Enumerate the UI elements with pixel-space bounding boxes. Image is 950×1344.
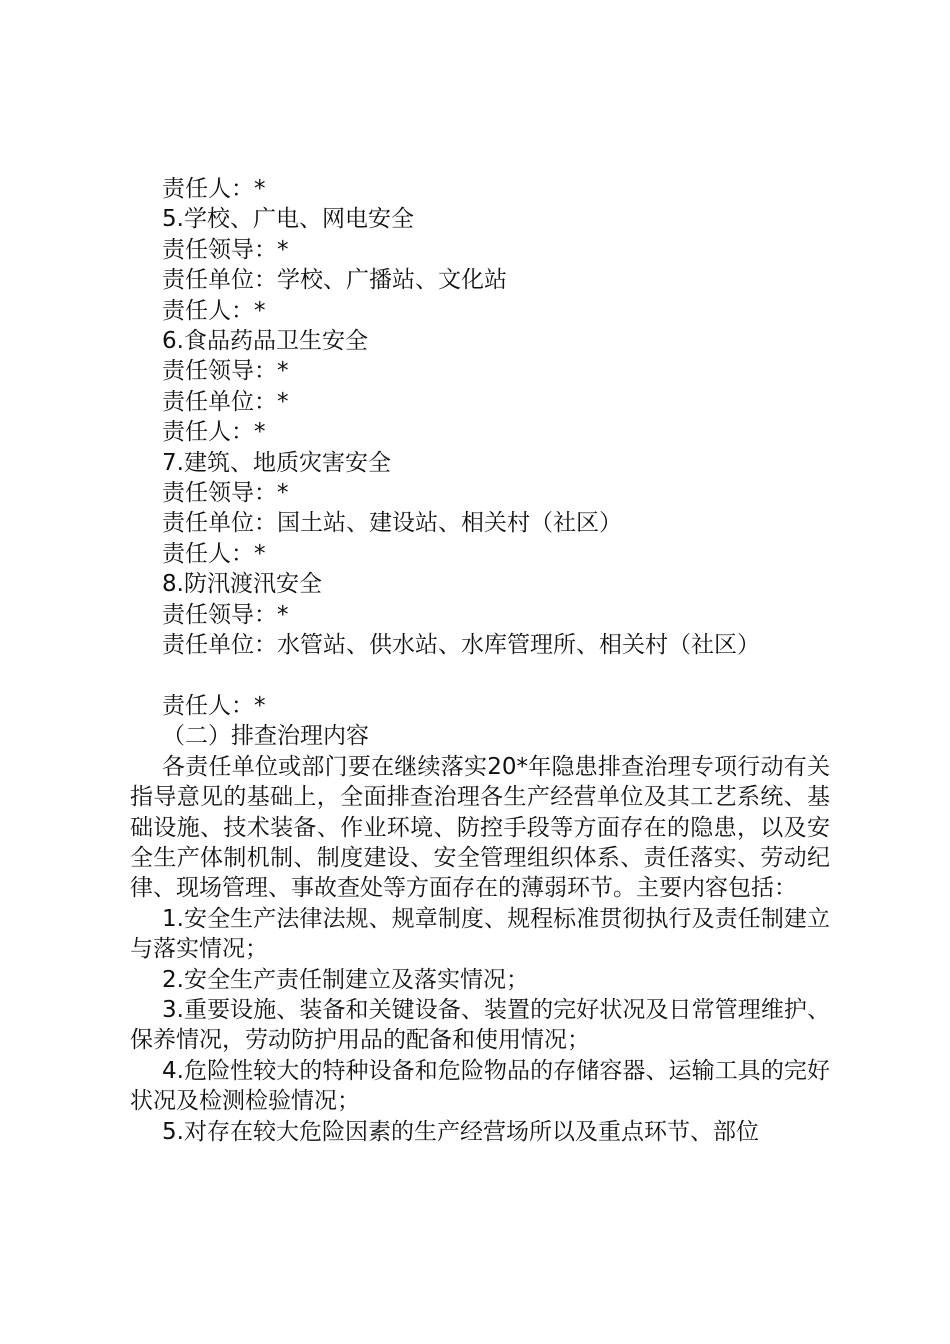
text-line: 责任人：* [162,540,266,567]
blank-line [130,661,830,691]
section-heading: 5.学校、广电、网电安全 [162,206,414,233]
list-item: 2.安全生产责任制建立及落实情况； [162,966,529,993]
text-line: 责任单位：国土站、建设站、相关村（社区） [162,510,622,537]
list-item: 3.重要设施、装备和关键设备、装置的完好状况及日常管理维护、保养情况，劳动防护用品的配备和使用情况； [130,996,830,1054]
text-line: 责任人：* [162,692,266,719]
list-item: 5.对存在较大危险因素的生产经营场所以及重点环节、部位 [162,1118,759,1145]
text-line: 责任领导：* [162,601,289,628]
paragraph-intro: 各责任单位或部门要在继续落实20*年隐患排查治理专项行动有关指导意见的基础上，全面排查治理各生产经营单位及其工艺系统、基础设施、技术装备、作业环境、防控手段等方面存在的隐患，以及安全生产体制机制、制度建设、安全管理组织体系、责任落实、劳动纪律、现场管理、事故查处等方面存在的薄弱环节。主要内容包括： [130,753,830,902]
list-item: 4.危险性较大的特种设备和危险物品的存储容器、运输工具的完好状况及检测检验情况； [130,1057,830,1115]
text-line: 责任领导：* [162,480,289,507]
text-line: 责任人：* [162,419,266,446]
text-line: 责任单位：学校、广播站、文化站 [162,267,507,294]
document-body [130,174,830,1147]
section-heading: 7.建筑、地质灾害安全 [162,449,391,476]
list-item: 1.安全生产法律法规、规章制度、规程标准贯彻执行及责任制建立与落实情况； [130,905,830,963]
text-line: 责任人：* [162,297,266,324]
text-line: 责任领导：* [162,236,289,263]
text-line: 责任领导：* [162,358,289,385]
section-heading: 8.防汛渡汛安全 [162,571,322,598]
text-line: 责任单位：* [162,388,289,415]
subsection-heading: （二）排查治理内容 [162,723,369,750]
text-line: 责任人：* [162,176,266,202]
section-heading: 6.食品药品卫生安全 [162,328,368,355]
text-line: 责任单位：水管站、供水站、水库管理所、相关村（社区） [162,632,760,659]
